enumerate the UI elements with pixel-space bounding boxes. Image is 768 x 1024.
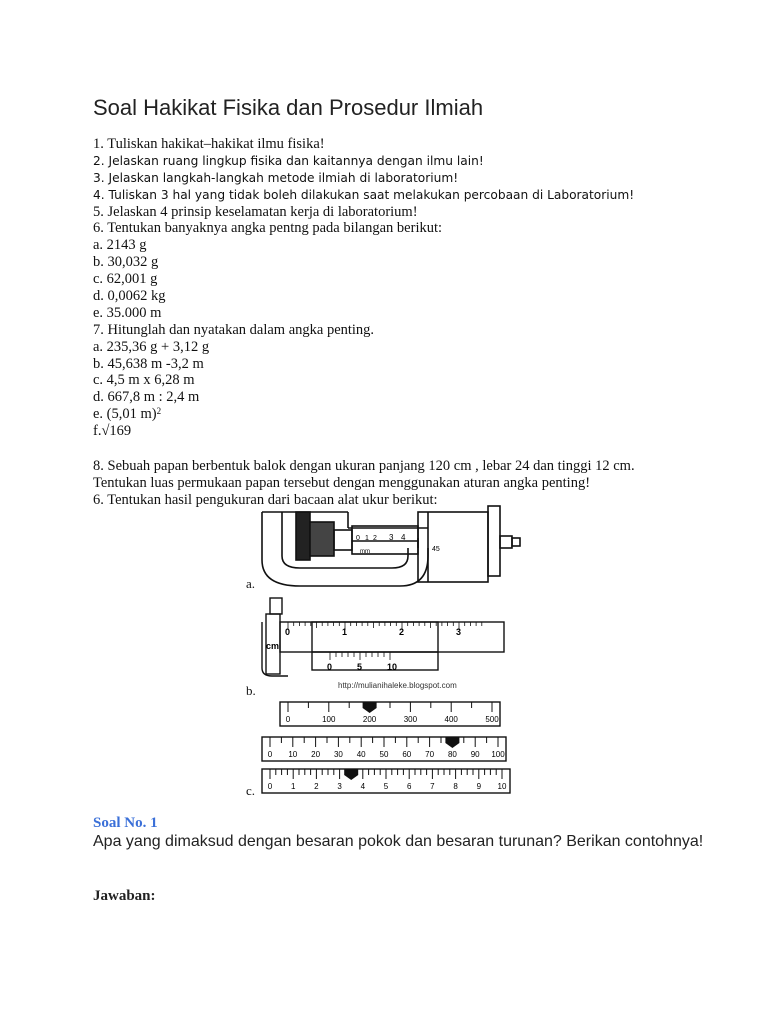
scale-label: 60: [402, 750, 412, 759]
scale-2: [262, 737, 506, 761]
text-line: 7. Hitunglah dan nyatakan dalam angka penting.: [93, 321, 375, 338]
micrometer-tick-3: 3: [389, 533, 394, 542]
caliper-diagram: [262, 598, 504, 676]
pointer-marker: [363, 702, 377, 713]
scale-label: 8: [453, 782, 458, 791]
text-line: e. 35.000 m: [93, 304, 162, 321]
scale-label: 3: [337, 782, 342, 791]
page-title: Soal Hakikat Fisika dan Prosedur Ilmiah: [93, 95, 484, 120]
text-line: a. 2143 g: [93, 237, 147, 254]
text-line: d. 0,0062 kg: [93, 288, 166, 305]
watermark-url: http://mulianihaleke.blogspot.com: [338, 681, 457, 690]
figure-label-b: b.: [246, 683, 256, 698]
text-line: 5. Jelaskan 4 prinsip keselamatan kerja di laboratorium!: [93, 203, 418, 220]
text-line: a. 235,36 g + 3,12 g: [93, 338, 210, 355]
text-line: c. 4,5 m x 6,28 m: [93, 372, 195, 389]
scale-label: 300: [403, 715, 418, 724]
micrometer-thimble-value: 45: [432, 546, 440, 553]
caliper-main-ticks: [288, 622, 482, 660]
caliper-main-label: 1: [342, 627, 348, 637]
scale-label: 90: [470, 750, 480, 759]
scale-label: 400: [444, 715, 458, 724]
text-line: Tentukan luas permukaan papan tersebut dengan menggunakan aturan angka penting!: [93, 474, 591, 491]
scale-label: 40: [356, 750, 366, 759]
text-line: 1. Tuliskan hakikat–hakikat ilmu fisika!: [93, 136, 325, 152]
text-line: 4. Tuliskan 3 hal yang tidak boleh dilakukan saat melakukan percobaan di Laboratorium!: [93, 187, 635, 202]
scale-label: 10: [497, 782, 507, 791]
scale-label: 0: [267, 750, 273, 759]
text-line: 6. Tentukan hasil pengukuran dari bacaan alat ukur berikut:: [93, 491, 438, 508]
figure-label-a: a.: [246, 576, 256, 591]
scale-label: 30: [333, 750, 343, 759]
scale-label: 50: [379, 750, 389, 759]
scale-label: 6: [406, 782, 412, 791]
scale-label: 1: [290, 782, 296, 791]
scale-label: 100: [322, 715, 336, 724]
caliper-vernier-label: 5: [357, 662, 363, 672]
caliper-main-label: 0: [285, 627, 291, 637]
micrometer-tick-4: 4: [401, 533, 406, 542]
micrometer-diagram: [262, 506, 520, 586]
text-line: 2. Jelaskan ruang lingkup fisika dan kaitannya dengan ilmu lain!: [93, 153, 484, 168]
scale-label: 5: [383, 782, 389, 791]
text-line: b. 30,032 g: [93, 254, 159, 271]
caliper-vernier-label: 10: [387, 662, 398, 672]
caliper-vernier-label: 0: [327, 662, 333, 672]
scale-label: 10: [288, 750, 298, 759]
figure-label-c: c.: [246, 783, 256, 798]
micrometer-tick-0: 0: [356, 535, 360, 542]
scale-label: 2: [314, 782, 319, 791]
text-line: 3. Jelaskan langkah-langkah metode ilmiah di laboratorium!: [93, 170, 459, 185]
micrometer-unit: mm: [360, 549, 370, 555]
soal-question: Apa yang dimaksud dengan besaran pokok dan besaran turunan? Berikan contohnya!: [93, 833, 704, 850]
pointer-marker: [445, 737, 459, 748]
scale-label: 4: [360, 782, 366, 791]
text-line-e-exponent: 2: [156, 406, 162, 417]
scale-label: 20: [311, 750, 321, 759]
pointer-marker: [344, 769, 358, 780]
text-line-e-base: e. (5,01 m): [93, 406, 157, 423]
text-line: 6. Tentukan banyaknya angka pentng pada bilangan berikut:: [93, 220, 443, 237]
scale-1: [280, 702, 500, 726]
scale-label: 200: [362, 715, 377, 724]
answer-label: Jawaban:: [93, 888, 156, 904]
text-line: b. 45,638 m -3,2 m: [93, 355, 204, 372]
text-line: d. 667,8 m : 2,4 m: [93, 389, 200, 406]
caliper-main-label: 2: [399, 627, 405, 637]
soal-heading: Soal No. 1: [93, 815, 158, 831]
scale-label: 80: [447, 750, 457, 759]
caliper-main-label: 3: [456, 627, 462, 637]
micrometer-tick-1: 1: [365, 535, 369, 542]
micrometer-tick-2: 2: [373, 535, 377, 542]
scale-label: 0: [285, 715, 291, 724]
scale-3: [262, 769, 510, 793]
caliper-unit: cm: [266, 641, 280, 651]
scale-label: 500: [485, 715, 499, 724]
text-line: 8. Sebuah papan berbentuk balok dengan ukuran panjang 120 cm , lebar 24 dan tinggi 12 cm.: [93, 458, 635, 474]
scale-label: 9: [476, 782, 482, 791]
scale-label: 100: [491, 750, 505, 759]
text-line-f: f.√169: [93, 423, 132, 440]
scale-label: 7: [430, 782, 435, 791]
text-line: c. 62,001 g: [93, 271, 158, 288]
scale-label: 70: [425, 750, 435, 759]
scale-label: 0: [267, 782, 273, 791]
